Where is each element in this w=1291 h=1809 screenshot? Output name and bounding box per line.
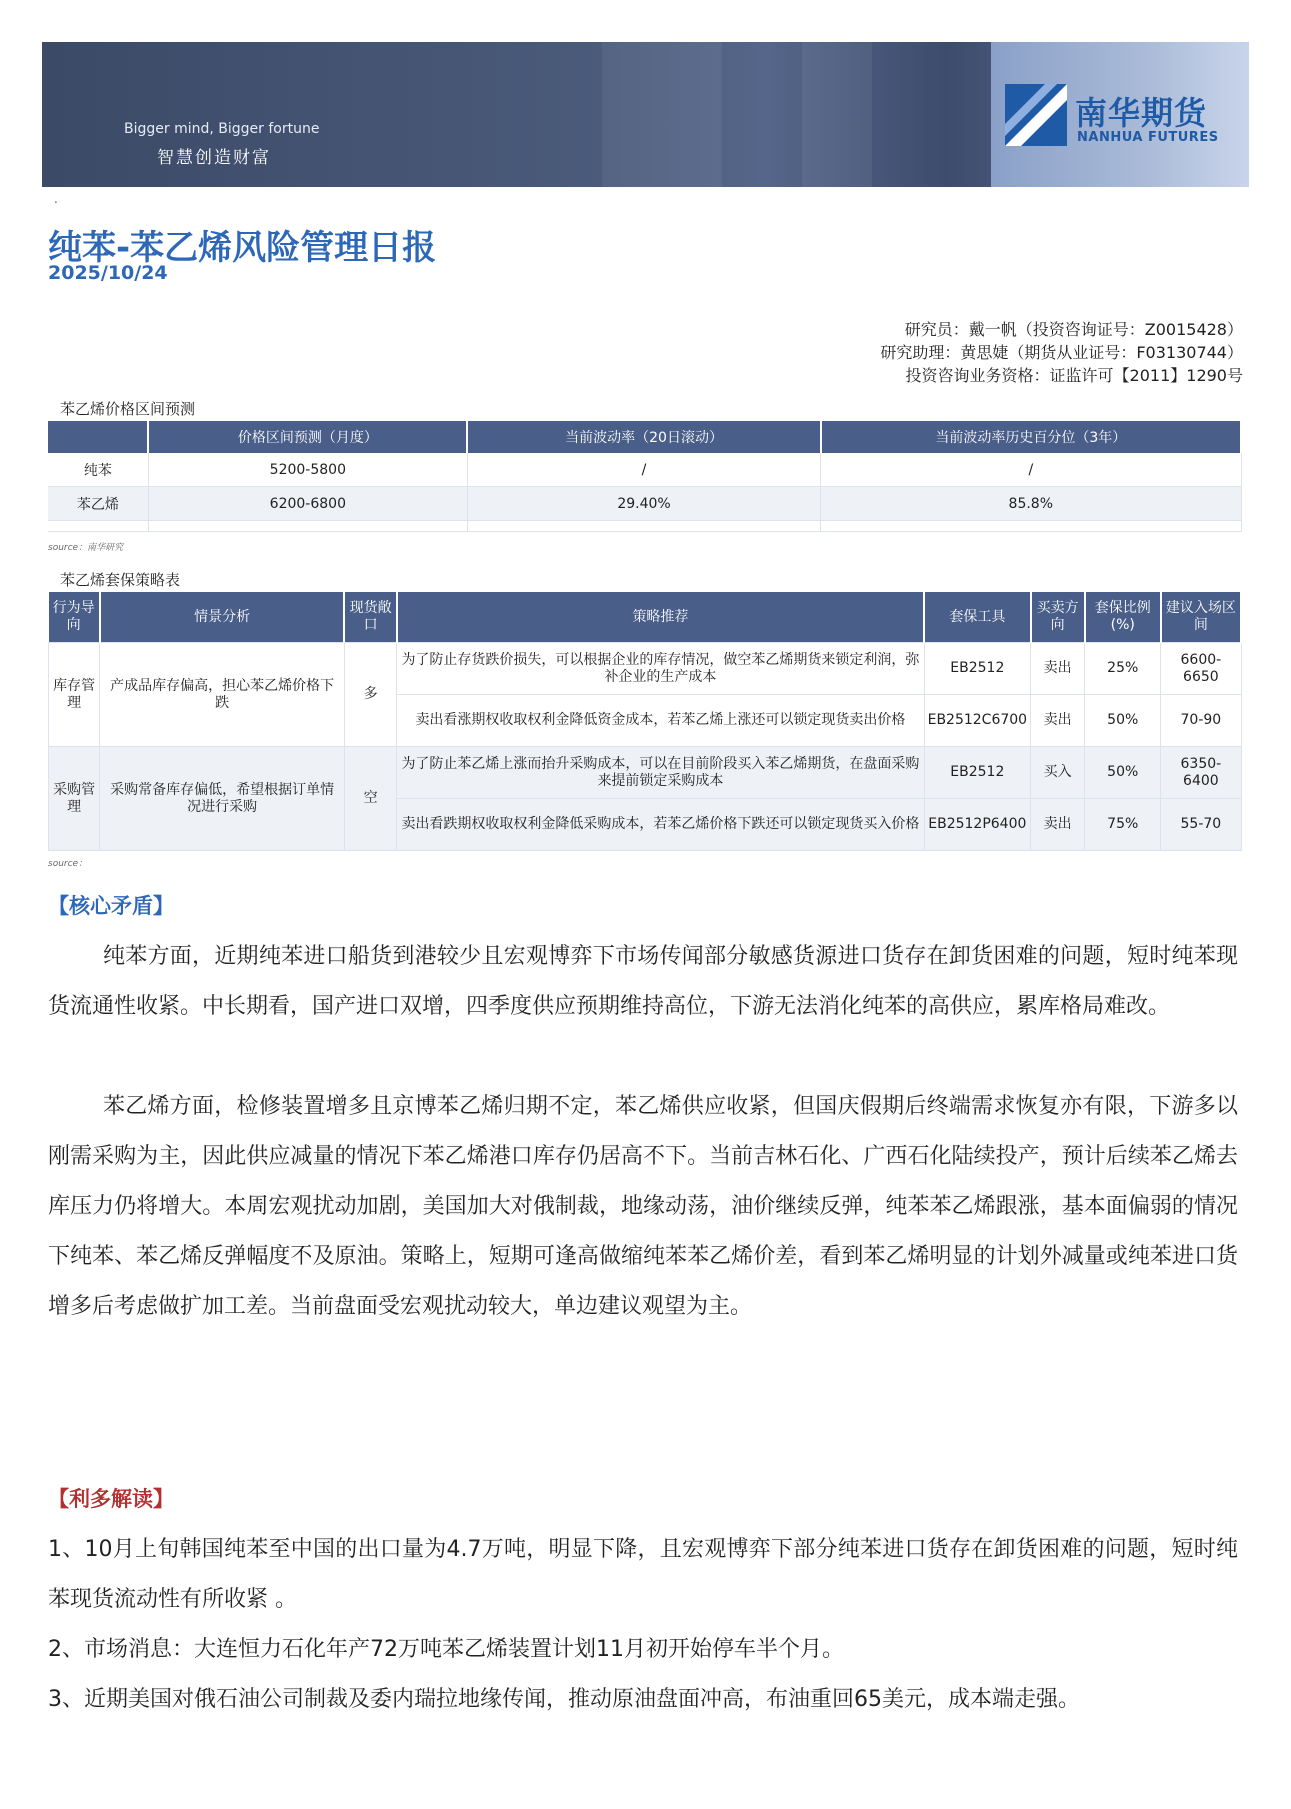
table-row [48, 487, 1241, 521]
behavior-cell: 库存管理 [49, 643, 100, 747]
column-header: 当前波动率历史百分位（3年） [821, 421, 1241, 453]
ratio-cell: 50% [1085, 695, 1161, 747]
column-header: 建议入场区间 [1161, 592, 1241, 643]
strategy-cell: 为了防止苯乙烯上涨而抬升采购成本，可以在目前阶段买入苯乙烯期货，在盘面采购来提前锁定采购成本 [397, 747, 924, 799]
table-row [48, 453, 1241, 487]
report-title: 纯苯-苯乙烯风险管理日报 [48, 228, 437, 268]
table-row [49, 747, 1242, 799]
table-row [49, 643, 1242, 695]
price-table-source: source：南华研究 [48, 543, 124, 553]
scenario-cell: 产成品库存偏高，担心苯乙烯价格下跌 [100, 643, 345, 747]
banner-stripe [802, 42, 872, 187]
exposure-cell: 多 [344, 643, 396, 747]
hedge-table-label: 苯乙烯套保策略表 [60, 571, 181, 589]
authors-block [880, 318, 1243, 387]
marker-dot: . [54, 192, 58, 206]
header-banner [42, 42, 1249, 187]
hedge-strategy-table [48, 592, 1242, 851]
table-header-row [48, 421, 1241, 453]
column-header: 买卖方向 [1031, 592, 1085, 643]
column-header: 情景分析 [100, 592, 345, 643]
tool-cell: EB2512 [924, 643, 1030, 695]
table-cell: 85.8% [821, 487, 1241, 521]
table-cell: / [467, 453, 820, 487]
table-spacer-row [48, 521, 1241, 532]
bullish-item-2: 2、市场消息：大连恒力石化年产72万吨苯乙烯装置计划11月初开始停车半个月。 [48, 1637, 844, 1662]
table-cell: 29.40% [467, 487, 820, 521]
scenario-cell: 采购常备库存偏低，希望根据订单情况进行采购 [100, 747, 345, 851]
table-cell: 苯乙烯 [48, 487, 148, 521]
range-cell: 55-70 [1161, 799, 1241, 851]
author-line: 投资咨询业务资格：证监许可【2011】1290号 [905, 366, 1243, 385]
column-header: 策略推荐 [397, 592, 924, 643]
tool-cell: EB2512P6400 [924, 799, 1030, 851]
strategy-cell: 卖出看跌期权收取权利金降低采购成本，若苯乙烯价格下跌还可以锁定现货买入价格 [397, 799, 924, 851]
column-header: 套保比例(%) [1085, 592, 1161, 643]
price-table-label: 苯乙烯价格区间预测 [60, 400, 196, 418]
slogan-en: Bigger mind, Bigger fortune [124, 121, 320, 137]
price-range-table [48, 421, 1242, 532]
direction-cell: 卖出 [1031, 643, 1085, 695]
tool-cell: EB2512 [924, 747, 1030, 799]
core-paragraph-2: 苯乙烯方面，检修装置增多且京博苯乙烯归期不定，苯乙烯供应收紧，但国庆假期后终端需求恢复亦有限，下游多以刚需采购为主，因此供应减量的情况下苯乙烯港口库存仍居高不下。当前吉林石化、广西石化陆续投产，预计后续苯乙烯去库压力仍将增大。本周宏观扰动加剧，美国加大对俄制裁，地缘动荡，油价继续反弹，纯苯苯乙烯跟涨，基本面偏弱的情况下纯苯、苯乙烯反弹幅度不及原油。策略上，短期可逢高做缩纯苯苯乙烯价差，看到苯乙烯明显的计划外减量或纯苯进口货增多后考虑做扩加工差。当前盘面受宏观扰动较大，单边建议观望为主。 [48, 1094, 1238, 1319]
ratio-cell: 25% [1085, 643, 1161, 695]
table-cell: 纯苯 [48, 453, 148, 487]
direction-cell: 卖出 [1031, 695, 1085, 747]
hedge-table-source: source： [48, 859, 88, 869]
exposure-cell: 空 [344, 747, 396, 851]
column-header: 当前波动率（20日滚动） [467, 421, 820, 453]
nanhua-logo-icon [1005, 84, 1067, 146]
behavior-cell: 采购管理 [49, 747, 100, 851]
report-date: 2025/10/24 [48, 262, 168, 284]
range-cell: 70-90 [1161, 695, 1241, 747]
logo-text-zh: 南华期货 [1075, 94, 1208, 132]
logo-area [991, 42, 1249, 187]
table-cell: 5200-5800 [148, 453, 467, 487]
table-cell: 6200-6800 [148, 487, 467, 521]
ratio-cell: 75% [1085, 799, 1161, 851]
table-cell: / [821, 453, 1241, 487]
banner-stripe [602, 42, 722, 187]
slogan-zh: 智慧创造财富 [157, 148, 271, 168]
core-heading: 【核心矛盾】 [48, 894, 174, 918]
core-paragraph-1: 纯苯方面，近期纯苯进口船货到港较少且宏观博弈下市场传闻部分敏感货源进口货存在卸货困难的问题，短时纯苯现货流通性收紧。中长期看，国产进口双增，四季度供应预期维持高位，下游无法消化纯苯的高供应，累库格局难改。 [48, 944, 1238, 1019]
column-header: 行为导向 [49, 592, 100, 643]
column-header: 价格区间预测（月度） [148, 421, 467, 453]
range-cell: 6350-6400 [1161, 747, 1241, 799]
strategy-cell: 卖出看涨期权收取权利金降低资金成本，若苯乙烯上涨还可以锁定现货卖出价格 [397, 695, 924, 747]
range-cell: 6600-6650 [1161, 643, 1241, 695]
strategy-cell: 为了防止存货跌价损失，可以根据企业的库存情况，做空苯乙烯期货来锁定利润，弥补企业的生产成本 [397, 643, 924, 695]
table-header-row [49, 592, 1242, 643]
direction-cell: 买入 [1031, 747, 1085, 799]
bullish-item-1: 1、10月上旬韩国纯苯至中国的出口量为4.7万吨，明显下降，且宏观博弈下部分纯苯进口货存在卸货困难的问题，短时纯苯现货流动性有所收紧 。 [48, 1537, 1238, 1612]
direction-cell: 卖出 [1031, 799, 1085, 851]
column-header: 套保工具 [924, 592, 1030, 643]
column-header: 现货敞口 [344, 592, 396, 643]
column-header [48, 421, 148, 453]
bullish-item-3: 3、近期美国对俄石油公司制裁及委内瑞拉地缘传闻，推动原油盘面冲高，布油重回65美元，成本端走强。 [48, 1687, 1080, 1712]
logo-text-en: NANHUA FUTURES [1077, 130, 1219, 145]
tool-cell: EB2512C6700 [924, 695, 1030, 747]
ratio-cell: 50% [1085, 747, 1161, 799]
author-line: 研究员：戴一帆（投资咨询证号：Z0015428） [904, 320, 1243, 339]
author-line: 研究助理：黄思婕（期货从业证号：F03130744） [880, 343, 1243, 362]
bullish-heading: 【利多解读】 [48, 1487, 174, 1511]
